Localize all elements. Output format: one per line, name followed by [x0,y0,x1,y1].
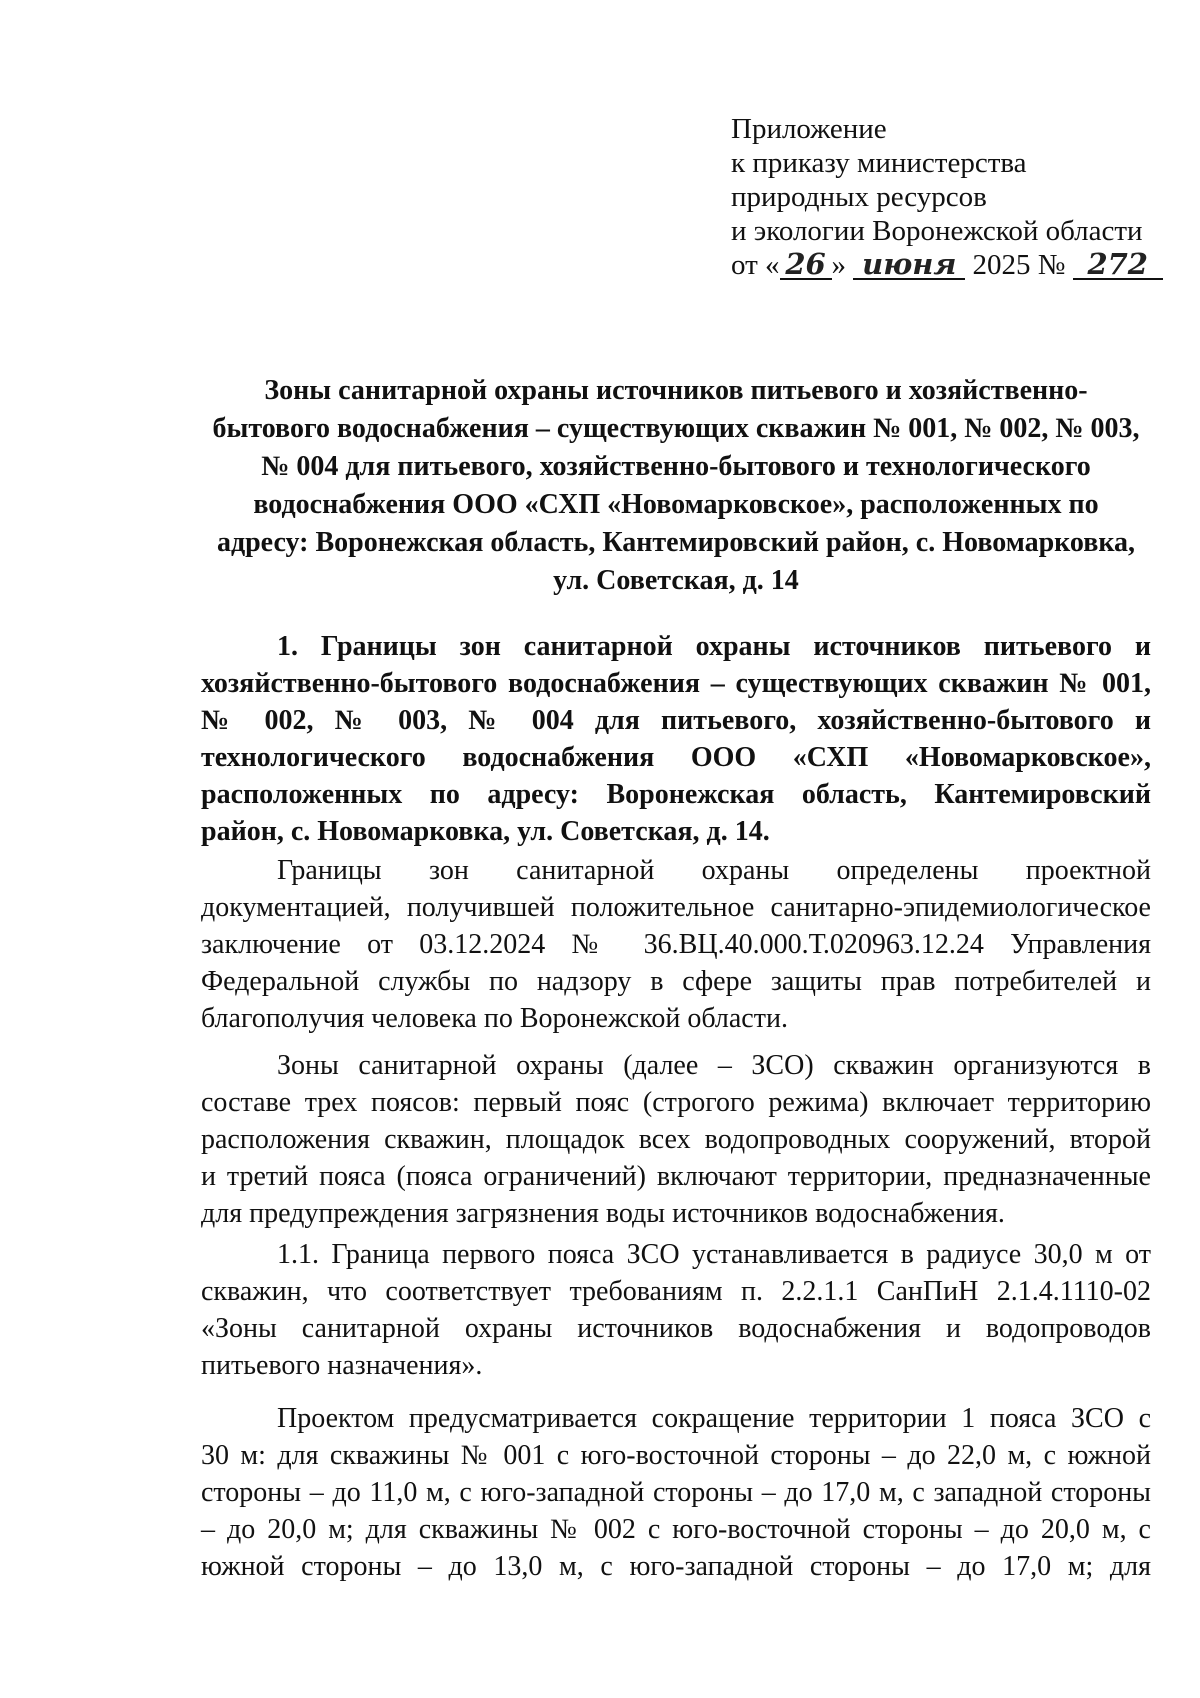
text-line: «Зоны санитарной охраны источников водоснабжения и водопроводов [201,1313,1151,1344]
text-line: район, с. Новомарковка, ул. Советская, д. 14. [201,816,770,847]
date-prefix: от « [731,249,780,281]
title-line: водоснабжения ООО «СХП «Новомарковское», расположенных по [253,489,1099,520]
paragraph-1-1 [201,1236,1151,1384]
text-line: питьевого назначения». [201,1350,483,1381]
text-line: расположения скважин, площадок всех водопроводных сооружений, второй [201,1124,1151,1155]
appendix-line-1: Приложение [731,113,887,145]
text-line: 30 м: для скважины № 001 с юго-восточной стороны – до 22,0 м, с южной [201,1440,1151,1471]
appendix-block [731,112,1171,282]
section-1-heading [201,628,1151,850]
paragraph-reduction [201,1400,1151,1585]
handwritten-month: июня [853,250,965,280]
paragraph-zones [201,1047,1151,1232]
date-year: 2025 № [972,249,1066,281]
handwritten-day: 26 [780,250,832,280]
text-line: скважин, что соответствует требованиям п. 2.2.1.1 СанПиН 2.1.4.1110-02 [201,1276,1151,1307]
title-line: адресу: Воронежская область, Кантемировский район, с. Новомарковка, [216,527,1136,558]
text-line: 1.1. Граница первого пояса ЗСО устанавливается в радиусе 30,0 м от [277,1239,1151,1270]
text-line: технологического водоснабжения ООО «СХП «Новомарковское», [201,742,1151,773]
appendix-line-3: природных ресурсов [731,181,987,213]
text-line: составе трех поясов: первый пояс (строгого режима) включает территорию [201,1087,1151,1118]
text-line: для предупреждения загрязнения воды источников водоснабжения. [201,1198,1005,1229]
text-line: расположенных по адресу: Воронежская область, Кантемировский [201,779,1151,810]
handwritten-order-number: 272 [1073,250,1163,280]
text-line: Проектом предусматривается сокращение территории 1 пояса ЗСО с [277,1403,1151,1434]
text-line: хозяйственно-бытового водоснабжения – существующих скважин № 001, [201,668,1151,699]
title-line: Зоны санитарной охраны источников питьевого и хозяйственно- [264,375,1088,406]
text-line: № 002, № 003, № 004 для питьевого, хозяйственно-бытового и [201,705,1151,736]
text-line: и третий пояса (пояса ограничений) включают территории, предназначенные [201,1161,1151,1192]
appendix-line-2: к приказу министерства [731,147,1027,179]
title-line: бытового водоснабжения – существующих скважин № 001, № 002, № 003, [212,413,1140,444]
appendix-line-4: и экологии Воронежской области [731,215,1143,247]
paragraph-boundaries [201,852,1151,1037]
text-line: Федеральной службы по надзору в сфере защиты прав потребителей и [201,966,1151,997]
document-body [201,628,1151,1595]
text-line: заключение от 03.12.2024 № 36.ВЦ.40.000.Т.020963.12.24 Управления [201,929,1151,960]
text-line: Зоны санитарной охраны (далее – ЗСО) скважин организуются в [277,1050,1151,1081]
text-line: документацией, получившей положительное санитарно-эпидемиологическое [201,892,1151,923]
title-line: № 004 для питьевого, хозяйственно-бытового и технологического [261,451,1091,482]
text-line: 1. Границы зон санитарной охраны источников питьевого и [277,631,1151,662]
date-mid: » [831,249,847,281]
text-line: Границы зон санитарной охраны определены проектной [277,855,1151,886]
text-line: благополучия человека по Воронежской области. [201,1003,788,1034]
text-line: стороны – до 11,0 м, с юго-западной стороны – до 17,0 м, с западной стороны [201,1477,1151,1508]
text-line: южной стороны – до 13,0 м, с юго-западной стороны – до 17,0 м; для [201,1551,1151,1582]
title-line: ул. Советская, д. 14 [553,565,799,596]
appendix-date-line [731,248,1171,282]
text-line: – до 20,0 м; для скважины № 002 с юго-восточной стороны – до 20,0 м, с [201,1514,1151,1545]
document-title [196,372,1156,600]
